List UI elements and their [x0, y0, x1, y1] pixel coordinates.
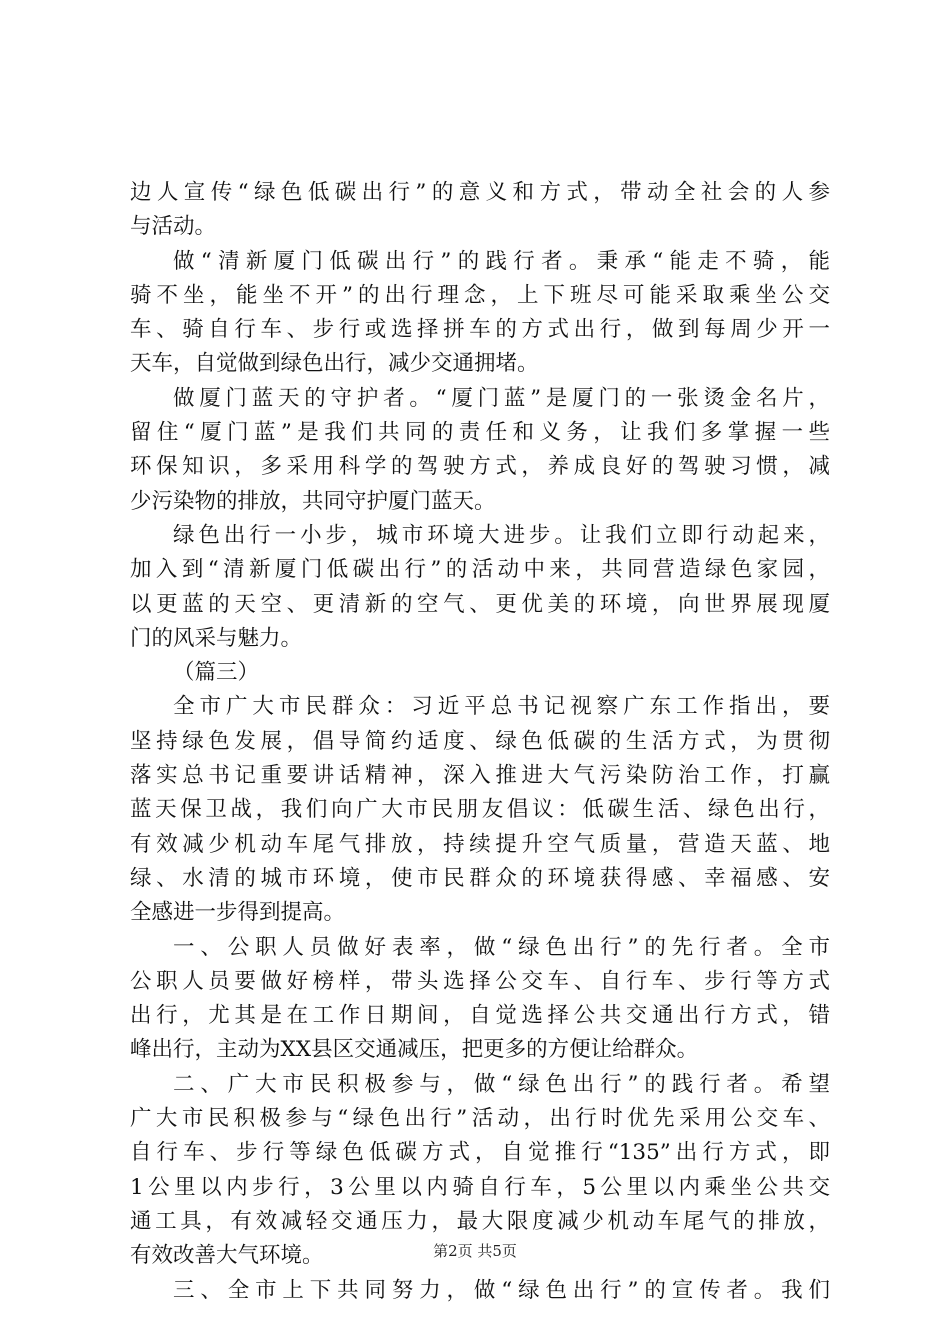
text-line: 骑不坐，能坐不开”的出行理念，上下班尽可能采取乘坐公交: [130, 282, 830, 308]
text-line: 全市广大市民群众：习近平总书记视察广东工作指出，要: [173, 694, 830, 720]
text-line: 少污染物的排放，共同守护厦门蓝天。: [130, 488, 496, 514]
text-line: 通工具，有效减轻交通压力，最大限度减少机动车尾气的排放，: [130, 1208, 830, 1234]
text-line: 留住“厦门蓝”是我们共同的责任和义务，让我们多掌握一些: [130, 420, 830, 446]
text-line: 以更蓝的天空、更清新的空气、更优美的环境，向世界展现厦: [130, 591, 830, 617]
text-line: 出行，尤其是在工作日期间，自觉选择公共交通出行方式，错: [130, 1003, 830, 1029]
document-body: [130, 176, 830, 1308]
text-line: 自行车、步行等绿色低碳方式，自觉推行“135”出行方式，即: [130, 1140, 830, 1166]
text-line: 二、广大市民积极参与，做“绿色出行”的践行者。希望: [173, 1071, 830, 1097]
text-line: 门的风采与魅力。: [130, 625, 303, 651]
text-line: 做厦门蓝天的守护者。“厦门蓝”是厦门的一张烫金名片，: [173, 385, 830, 411]
text-line: 广大市民积极参与“绿色出行”活动，出行时优先采用公交车、: [130, 1106, 830, 1132]
text-line: 蓝天保卫战，我们向广大市民朋友倡议：低碳生活、绿色出行，: [130, 797, 830, 823]
text-line: 一、公职人员做好表率，做“绿色出行”的先行者。全市: [173, 934, 830, 960]
text-line: 落实总书记重要讲话精神，深入推进大气污染防治工作，打赢: [130, 763, 830, 789]
text-line: 做“清新厦门低碳出行”的践行者。秉承“能走不骑，能: [173, 248, 830, 274]
text-line: 全感进一步得到提高。: [130, 900, 346, 926]
text-line: 绿色出行一小步，城市环境大进步。让我们立即行动起来，: [173, 522, 830, 548]
text-line: 环保知识，多采用科学的驾驶方式，养成良好的驾驶习惯，减: [130, 454, 830, 480]
text-line: 绿、水清的城市环境，使市民群众的环境获得感、幸福感、安: [130, 865, 830, 891]
text-line: 边人宣传“绿色低碳出行”的意义和方式，带动全社会的人参: [130, 180, 830, 205]
text-line: 有效减少机动车尾气排放，持续提升空气质量，营造天蓝、地: [130, 831, 830, 857]
text-line: 车、骑自行车、步行或选择拼车的方式出行，做到每周少开一: [130, 317, 830, 343]
text-line: 公职人员要做好榜样，带头选择公交车、自行车、步行等方式: [130, 968, 830, 994]
text-line: 与活动。: [130, 214, 217, 240]
text-line: 1公里以内步行，3公里以内骑自行车，5公里以内乘坐公共交: [130, 1174, 830, 1200]
text-line: （篇三）: [173, 660, 260, 686]
text-line: 三、全市上下共同努力，做“绿色出行”的宣传者。我们: [173, 1277, 830, 1303]
text-line: 坚持绿色发展，倡导简约适度、绿色低碳的生活方式，为贯彻: [130, 728, 830, 754]
text-line: 峰出行，主动为XX县区交通减压，把更多的方便让给群众。: [130, 1037, 699, 1063]
text-line: 有效改善大气环境。: [130, 1243, 324, 1269]
page-footer: 第2页 共5页: [433, 1242, 517, 1260]
text-line: 加入到“清新厦门低碳出行”的活动中来，共同营造绿色家园，: [130, 557, 830, 583]
text-line: 天车，自觉做到绿色出行，减少交通拥堵。: [130, 351, 539, 377]
